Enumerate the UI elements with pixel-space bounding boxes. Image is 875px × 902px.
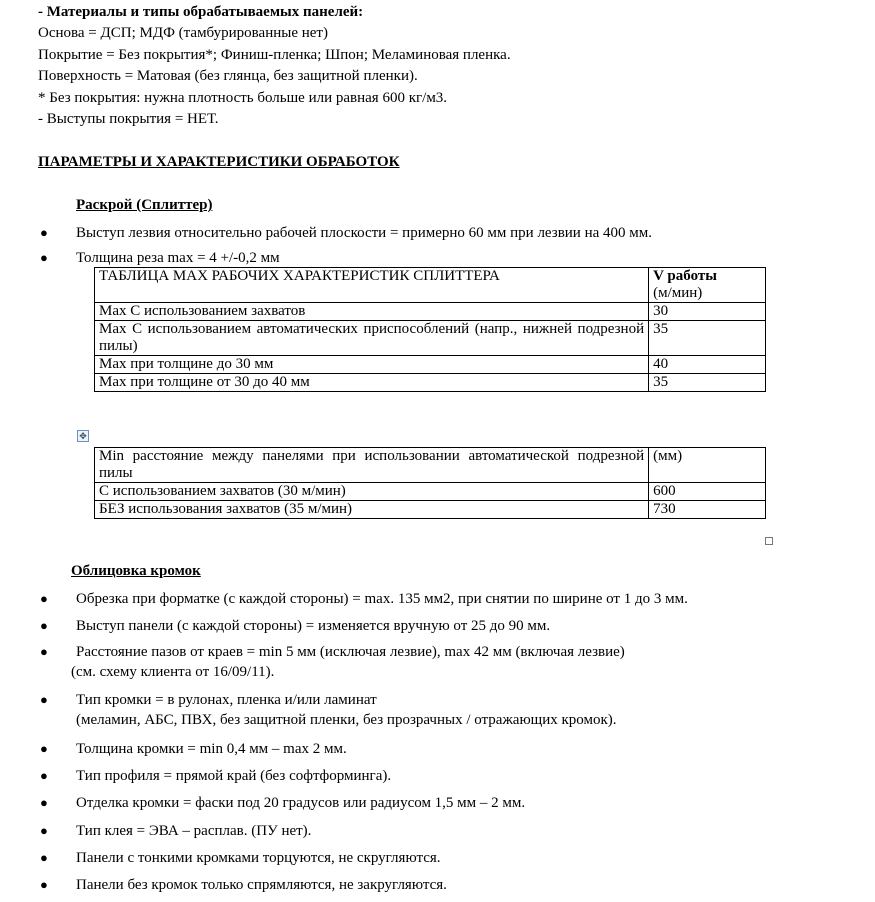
materials-heading: - Материалы и типы обрабатываемых панелей: [38,4,364,20]
bullet-icon: ● [40,823,48,838]
edging-bullet-9: Панели с тонкими кромками торцуются, не скругляются. [76,850,441,866]
table-cell-label: Max при толщине до 30 мм [95,356,649,374]
materials-note: * Без покрытия: нужна плотность больше или равная 600 кг/м3. [38,90,448,106]
table-row [95,356,766,374]
edging-bullet-4-cont: (меламин, АБС, ПВХ, без защитной пленки, без прозрачных / отражающих кромок). [76,712,617,728]
splitter-table-1 [94,267,766,392]
table-cell-label: БЕЗ использования захватов (35 м/мин) [95,501,649,519]
table-cell-label: Max С использованием автоматических приспособлений (напр., нижней подрезной пилы) [95,321,649,356]
bullet-icon: ● [40,850,48,865]
edging-bullet-10: Панели без кромок только спрямляются, не закругляются. [76,877,447,893]
splitter-bullet-1: Выступ лезвия относительно рабочей плоскости = примерно 60 мм при лезвии на 400 мм. [76,225,652,241]
resize-handle-icon[interactable] [765,537,773,545]
table1-header-right: V работы (м/мин) [649,268,766,303]
table-cell-value: 40 [649,356,766,374]
splitter-bullet-2: Толщина реза max = 4 +/-0,2 мм [76,250,280,266]
table-cell-label: Max С использованием захватов [95,303,649,321]
table-cell-label: Max при толщине от 30 до 40 мм [95,374,649,392]
table2-header-right: (мм) [649,448,766,483]
table-row [95,321,766,356]
bullet-icon: ● [40,250,48,265]
materials-surface: Поверхность = Матовая (без глянца, без защитной пленки). [38,68,418,84]
bullet-icon: ● [40,692,48,707]
table-cell-value: 600 [649,483,766,501]
edging-bullet-3-cont: (см. схему клиента от 16/09/11). [71,664,275,680]
bullet-icon: ● [40,768,48,783]
table-row [95,501,766,519]
params-heading: ПАРАМЕТРЫ И ХАРАКТЕРИСТИКИ ОБРАБОТОК [38,154,400,170]
edging-bullet-7: Отделка кромки = фаски под 20 градусов или радиусом 1,5 мм – 2 мм. [76,795,526,811]
splitter-heading: Раскрой (Сплиттер) [76,197,213,213]
edging-bullet-8: Тип клея = ЭВА – расплав. (ПУ нет). [76,823,312,839]
bullet-icon: ● [40,795,48,810]
edging-bullet-5: Толщина кромки = min 0,4 мм – max 2 мм. [76,741,347,757]
edging-bullet-6: Тип профиля = прямой край (без софтформинга). [76,768,392,784]
table1-header-left: ТАБЛИЦА MAX РАБОЧИХ ХАРАКТЕРИСТИК СПЛИТТЕРА [95,268,649,303]
table-row [95,374,766,392]
table-cell-value: 35 [649,321,766,356]
table-row [95,448,766,483]
table-row [95,303,766,321]
materials-protrusions: - Выступы покрытия = НЕТ. [38,111,219,127]
table-row [95,268,766,303]
edging-bullet-3: Расстояние пазов от краев = min 5 мм (исключая лезвие), max 42 мм (включая лезвие) [76,644,625,660]
edging-bullet-2: Выступ панели (с каждой стороны) = изменяется вручную от 25 до 90 мм. [76,618,551,634]
splitter-table-2 [94,447,766,519]
materials-base: Основа = ДСП; МДФ (тамбурированные нет) [38,25,328,41]
materials-coating: Покрытие = Без покрытия*; Финиш-пленка; Шпон; Меламиновая пленка. [38,47,511,63]
bullet-icon: ● [40,591,48,606]
bullet-icon: ● [40,741,48,756]
bullet-icon: ● [40,877,48,892]
bullet-icon: ● [40,225,48,240]
edging-bullet-1: Обрезка при форматке (с каждой стороны) = max. 135 мм2, при снятии по ширине от 1 до 3 мм. [76,591,688,607]
edging-bullet-4: Тип кромки = в рулонах, пленка и/или ламинат [76,692,377,708]
bullet-icon: ● [40,644,48,659]
table-cell-label: С использованием захватов (30 м/мин) [95,483,649,501]
table2-header-left: Min расстояние между панелями при использовании автоматической подрезной пилы [95,448,649,483]
table-cell-value: 35 [649,374,766,392]
table-row [95,483,766,501]
table-cell-value: 30 [649,303,766,321]
move-handle-icon[interactable]: ✥ [77,430,89,442]
table-cell-value: 730 [649,501,766,519]
edging-heading: Облицовка кромок [71,563,201,579]
bullet-icon: ● [40,618,48,633]
